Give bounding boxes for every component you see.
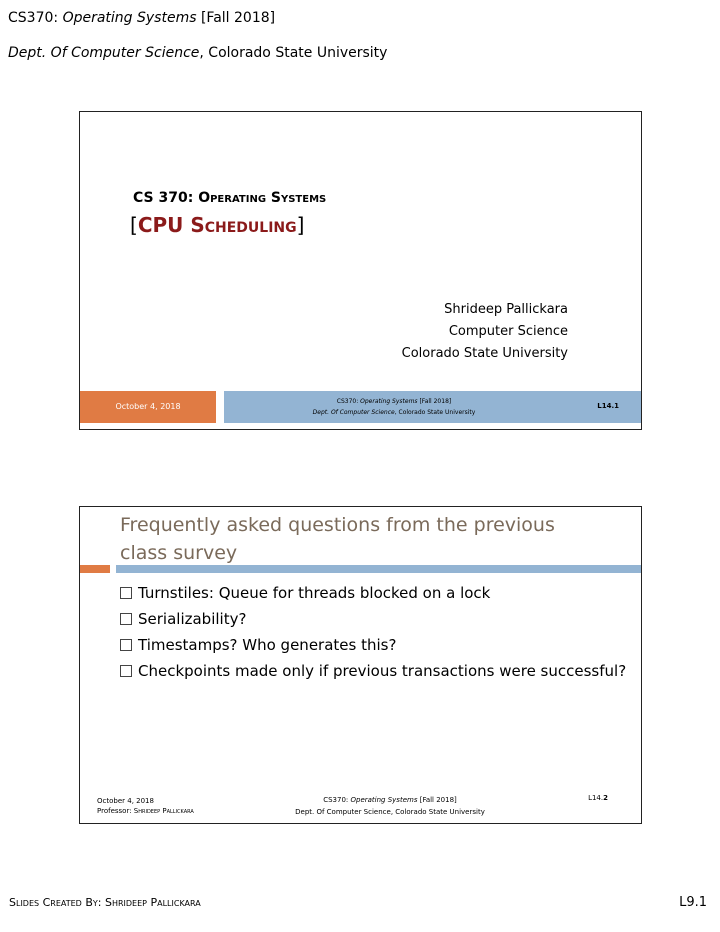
lecture-topic: [CPU Scheduling]: [130, 213, 305, 237]
slide-title: Frequently asked questions from the previous class survey: [120, 514, 555, 564]
slide-number: L14.1: [597, 402, 619, 410]
author-block: [402, 299, 568, 365]
page-footer-credit: Slides Created By: Shrideep Pallickara: [9, 896, 201, 909]
slide-number: L14.2: [588, 794, 608, 802]
footer-info-bar: [224, 391, 641, 423]
square-bullet-icon: [120, 587, 132, 599]
page-number: L9.1: [679, 895, 707, 910]
slide-1: [79, 111, 642, 430]
page-header-course: CS370: Operating Systems [Fall 2018]: [8, 10, 276, 26]
author-name: Shrideep Pallickara: [444, 302, 568, 317]
slide-2: [79, 506, 642, 824]
list-item: Serializability?: [120, 607, 626, 631]
square-bullet-icon: [120, 613, 132, 625]
footer-date-bar: [80, 391, 216, 423]
list-item: Timestamps? Who generates this?: [120, 633, 626, 657]
author-department: Computer Science: [448, 324, 568, 339]
topic-text: CPU Scheduling: [137, 213, 297, 237]
bullet-list: [120, 581, 626, 683]
square-bullet-icon: [120, 665, 132, 677]
footer-date: October 4, 2018: [97, 797, 154, 805]
title-accent-orange: [80, 565, 110, 573]
square-bullet-icon: [120, 639, 132, 651]
footer-course-info: CS370: Operating Systems [Fall 2018] Dept. Of Computer Science, Colorado State University: [295, 796, 485, 816]
author-university: Colorado State University: [401, 346, 568, 361]
list-item: Turnstiles: Queue for threads blocked on a lock: [120, 581, 626, 605]
title-accent-blue: [116, 565, 641, 573]
footer-date-professor: October 4, 2018 Professor: Shrideep Pallickara: [97, 797, 194, 815]
course-title: CS 370: Operating Systems: [133, 190, 327, 206]
list-item: Checkpoints made only if previous transactions were successful?: [120, 659, 626, 683]
footer-date: October 4, 2018: [115, 402, 181, 411]
footer-course-info: CS370: Operating Systems [Fall 2018] Dept. Of Computer Science, Colorado State University: [312, 398, 476, 416]
page-header-department: Dept. Of Computer Science, Colorado State University: [8, 45, 388, 61]
